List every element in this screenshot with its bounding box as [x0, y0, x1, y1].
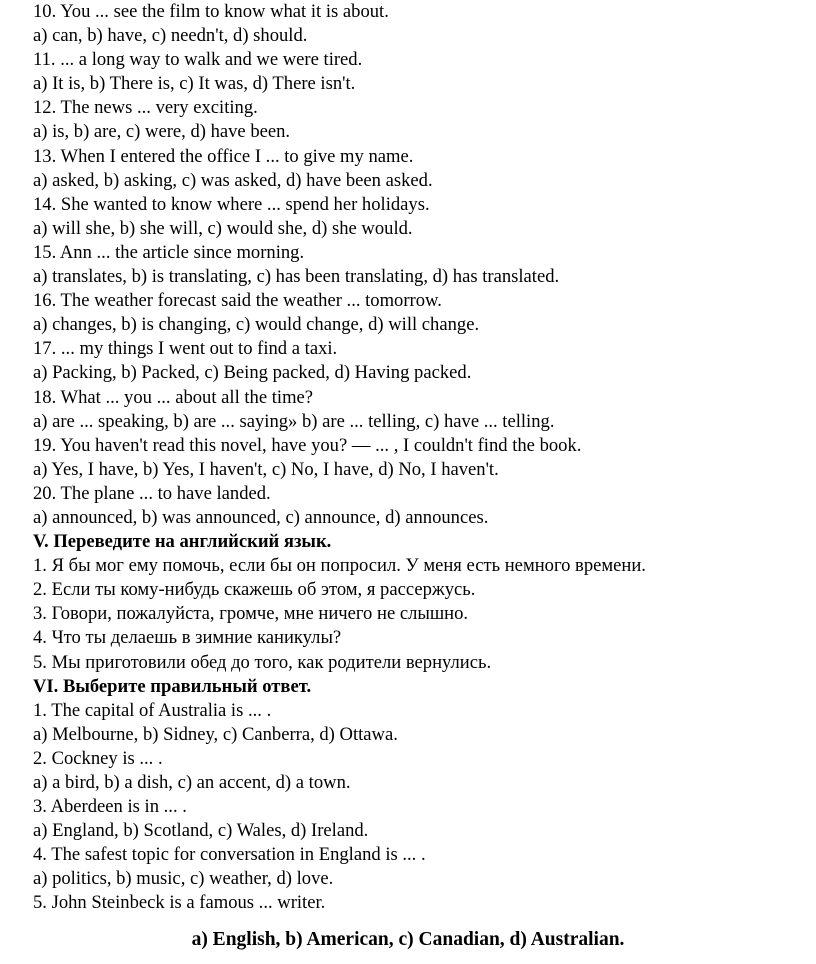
- text-line: 18. What ... you ... about all the time?: [33, 386, 314, 408]
- text-line: a) are ... speaking, b) are ... saying» b) are ... telling, c) have ... telling.: [33, 410, 555, 432]
- text-line: 15. Ann ... the article since morning.: [33, 241, 305, 263]
- section-heading: V. Переведите на английский язык.: [33, 531, 332, 553]
- section-heading: VI. Выберите правильный ответ.: [33, 675, 312, 697]
- text-line: 1. The capital of Australia is ... .: [33, 699, 272, 721]
- text-line: 2. Cockney is ... .: [33, 747, 163, 769]
- text-line: a) Packing, b) Packed, c) Being packed, d) Having packed.: [33, 362, 472, 384]
- text-line: a) politics, b) music, c) weather, d) love.: [33, 868, 334, 890]
- text-line: 20. The plane ... to have landed.: [33, 482, 271, 504]
- text-line: 10. You ... see the film to know what it is about.: [33, 1, 389, 22]
- text-line: 5. John Steinbeck is a famous ... writer.: [33, 892, 326, 914]
- text-line: a) is, b) are, c) were, d) have been.: [33, 121, 291, 143]
- text-line: a) Yes, I have, b) Yes, I haven't, c) No, I have, d) No, I haven't.: [33, 458, 499, 480]
- text-line: a) can, b) have, c) needn't, d) should.: [33, 25, 308, 47]
- text-line: a) England, b) Scotland, c) Wales, d) Ireland.: [33, 820, 369, 842]
- text-line: a) It is, b) There is, c) It was, d) There isn't.: [33, 73, 356, 95]
- text-line: a) announced, b) was announced, c) announce, d) announces.: [33, 506, 489, 528]
- text-line: a) asked, b) asking, c) was asked, d) have been asked.: [33, 169, 433, 191]
- text-line: 19. You haven't read this novel, have you? — ... , I couldn't find the book.: [33, 434, 582, 456]
- text-line: 17. ... my things I went out to find a taxi.: [33, 338, 338, 360]
- text-line: 14. She wanted to know where ... spend her holidays.: [33, 193, 430, 215]
- text-line: 11. ... a long way to walk and we were tired.: [33, 49, 363, 71]
- text-line: 1. Я бы мог ему помочь, если бы он попросил. У меня есть немного времени.: [33, 555, 646, 577]
- text-line: 2. Если ты кому-нибудь скажешь об этом, я рассержусь.: [33, 579, 476, 601]
- text-line: a) translates, b) is translating, c) has been translating, d) has translated.: [33, 266, 560, 288]
- document-body: [33, 0, 813, 916]
- text-line: 5. Мы приготовили обед до того, как родители вернулись.: [33, 651, 492, 673]
- text-line: a) changes, b) is changing, c) would change, d) will change.: [33, 314, 480, 336]
- text-line: 3. Aberdeen is in ... .: [33, 796, 187, 818]
- text-line: 4. The safest topic for conversation in England is ... .: [33, 844, 426, 866]
- text-line: 4. Что ты делаешь в зимние каникулы?: [33, 627, 342, 649]
- text-line: a) Melbourne, b) Sidney, c) Canberra, d) Ottawa.: [33, 723, 398, 745]
- text-line: 13. When I entered the office I ... to give my name.: [33, 145, 414, 167]
- text-line: 3. Говори, пожалуйста, громче, мне ничего не слышно.: [33, 603, 469, 625]
- text-line: 12. The news ... very exciting.: [33, 97, 258, 119]
- text-line: a) a bird, b) a dish, c) an accent, d) a town.: [33, 772, 351, 793]
- final-answer-options: a) English, b) American, c) Canadian, d) Australian.: [191, 929, 625, 950]
- text-line: a) will she, b) she will, c) would she, d) she would.: [33, 217, 413, 239]
- text-line: 16. The weather forecast said the weather ... tomorrow.: [33, 290, 442, 312]
